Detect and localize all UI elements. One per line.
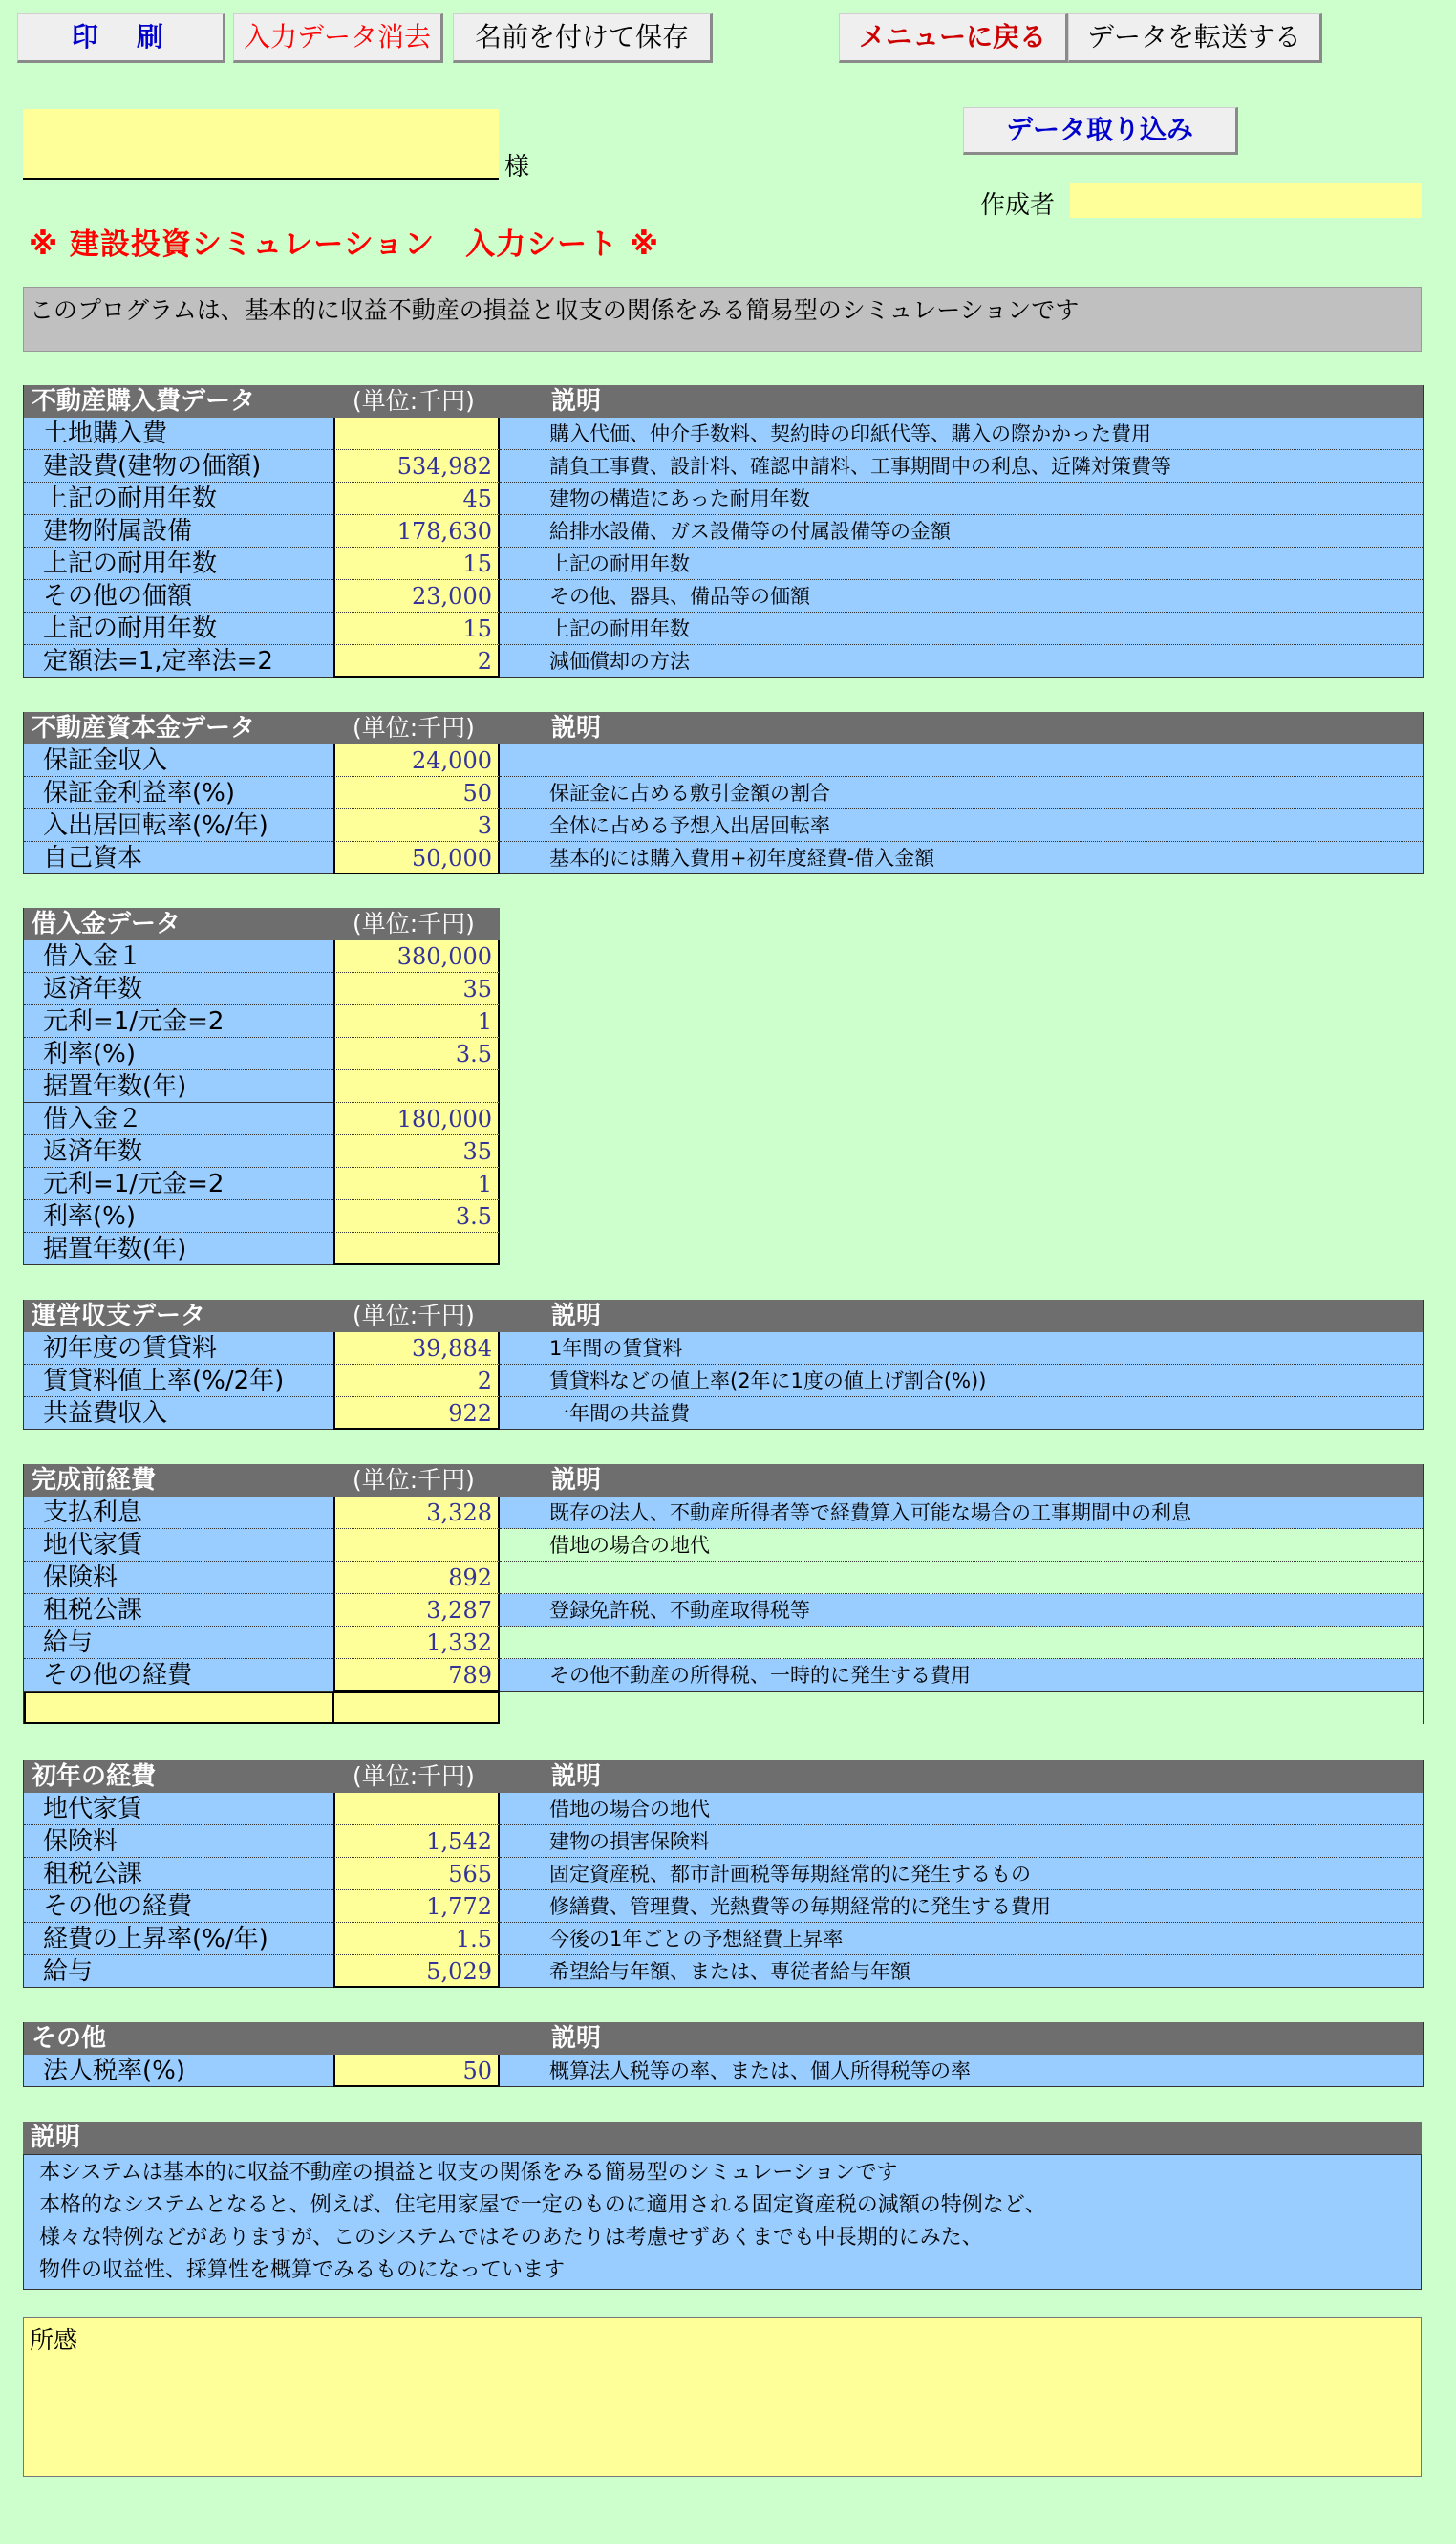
table-row xyxy=(24,1825,1423,1858)
row-description: 上記の耐用年数 xyxy=(500,613,1423,645)
value-input[interactable]: 565 xyxy=(333,1858,500,1890)
row-description: 固定資産税、都市計画税等毎期経常的に発生するもの xyxy=(500,1858,1423,1890)
row-label: 土地購入費 xyxy=(24,418,333,450)
table-row xyxy=(24,1070,502,1103)
row-label: 返済年数 xyxy=(24,1135,333,1168)
row-label: 初年度の賃貸料 xyxy=(24,1332,333,1365)
row-label: 保険料 xyxy=(24,1825,333,1858)
section-header xyxy=(24,1300,1423,1332)
row-label: 借入金１ xyxy=(24,940,333,973)
unit-label: (単位:千円) xyxy=(353,387,475,415)
row-description: 1年間の賃貸料 xyxy=(500,1332,1423,1365)
row-description: その他不動産の所得税、一時的に発生する費用 xyxy=(500,1659,1423,1692)
section-header xyxy=(24,2022,1423,2055)
description-header: 説明 xyxy=(551,1466,602,1495)
table-row xyxy=(24,1562,1423,1594)
table-row xyxy=(24,548,1423,580)
row-description: 請負工事費、設計料、確認申請料、工事期間中の利息、近隣対策費等 xyxy=(500,450,1423,483)
extra-value-input[interactable] xyxy=(333,1692,500,1724)
value-input[interactable]: 3.5 xyxy=(333,1038,500,1070)
row-description: 保証金に占める敷引金額の割合 xyxy=(500,777,1423,809)
section-header xyxy=(24,1760,1423,1793)
section-header xyxy=(24,908,500,940)
description-header: 説明 xyxy=(551,1762,602,1791)
value-input[interactable]: 35 xyxy=(333,1135,500,1168)
unit-label: (単位:千円) xyxy=(353,1466,475,1494)
table-row xyxy=(24,613,1423,645)
section-title: 完成前経費 xyxy=(32,1466,157,1495)
row-description: 上記の耐用年数 xyxy=(500,548,1423,580)
row-description: 給排水設備、ガス設備等の付属設備等の金額 xyxy=(500,515,1423,548)
table-row xyxy=(24,777,1423,809)
row-description: 借地の場合の地代 xyxy=(500,1793,1423,1825)
table-row xyxy=(24,744,1423,777)
row-label: 共益費収入 xyxy=(24,1397,333,1430)
description-header: 説明 xyxy=(551,2024,602,2053)
value-input[interactable]: 3.5 xyxy=(333,1200,500,1233)
table-row xyxy=(24,1793,1423,1825)
row-label: 建物附属設備 xyxy=(24,515,333,548)
other-section xyxy=(23,2022,1424,2087)
table-row xyxy=(24,1005,502,1038)
intro-text: このプログラムは、基本的に収益不動産の損益と収支の関係をみる簡易型のシミュレーションです xyxy=(23,287,1422,352)
value-input[interactable]: 39,884 xyxy=(333,1332,500,1365)
row-description: 減価償却の方法 xyxy=(500,645,1423,678)
value-input[interactable]: 15 xyxy=(333,548,500,580)
table-row xyxy=(24,1200,502,1233)
section-header xyxy=(23,2122,1422,2154)
page-title: ※ 建設投資シミュレーション 入力シート ※ xyxy=(29,227,659,262)
row-description: 全体に占める予想入出居回転率 xyxy=(500,809,1423,842)
extra-label-input[interactable] xyxy=(24,1692,333,1724)
note-line: 様々な特例などがありますが、このシステムではそのあたりは考慮せずあくまでも中長期的にみた、 xyxy=(39,2226,983,2250)
unit-label: (単位:千円) xyxy=(353,1762,475,1790)
table-row xyxy=(24,1529,1423,1562)
table-row xyxy=(24,580,1423,613)
value-input[interactable]: 3,287 xyxy=(333,1594,500,1627)
transfer-data-button[interactable]: データを転送する xyxy=(1068,13,1322,63)
honorific-label: 様 xyxy=(504,153,530,182)
extra-input-row xyxy=(24,1692,1423,1724)
table-row xyxy=(24,973,502,1005)
table-row xyxy=(24,645,1423,678)
row-description: 建物の構造にあった耐用年数 xyxy=(500,483,1423,515)
row-description xyxy=(500,1627,1423,1659)
author-input[interactable] xyxy=(1070,183,1422,218)
table-row xyxy=(24,842,1423,874)
section-header xyxy=(24,712,1423,744)
row-label: その他の価額 xyxy=(24,580,333,613)
table-row xyxy=(24,450,1423,483)
table-row xyxy=(24,940,502,973)
loan-section xyxy=(23,908,502,1265)
description-header: 説明 xyxy=(551,1302,602,1330)
table-row xyxy=(24,1332,1423,1365)
value-input[interactable] xyxy=(333,418,500,450)
value-input[interactable]: 2 xyxy=(333,645,500,678)
row-label: 定額法=1,定率法=2 xyxy=(24,645,333,678)
value-input[interactable]: 380,000 xyxy=(333,940,500,973)
row-label: 地代家賃 xyxy=(24,1793,333,1825)
row-description: 購入代価、仲介手数料、契約時の印紙代等、購入の際かかった費用 xyxy=(500,418,1423,450)
import-data-button[interactable]: データ取り込み xyxy=(963,107,1238,155)
note-line: 物件の収益性、採算性を概算でみるものになっています xyxy=(39,2258,566,2282)
value-input[interactable]: 50 xyxy=(333,2055,500,2087)
value-input[interactable]: 1,542 xyxy=(333,1825,500,1858)
row-description: 希望給与年額、または、専従者給与年額 xyxy=(500,1955,1423,1988)
row-description: 概算法人税等の率、または、個人所得税等の率 xyxy=(500,2055,1423,2087)
row-label: 利率(%) xyxy=(24,1038,333,1070)
description-header: 説明 xyxy=(551,387,602,416)
table-row xyxy=(24,1858,1423,1890)
value-input[interactable]: 2 xyxy=(333,1365,500,1397)
value-input[interactable] xyxy=(333,1793,500,1825)
row-description: 一年間の共益費 xyxy=(500,1397,1423,1430)
row-description: 修繕費、管理費、光熱費等の毎期経常的に発生する費用 xyxy=(500,1890,1423,1923)
table-row xyxy=(24,1103,502,1135)
value-input[interactable]: 5,029 xyxy=(333,1955,500,1988)
value-input[interactable]: 1.5 xyxy=(333,1923,500,1955)
row-label: 租税公課 xyxy=(24,1858,333,1890)
table-row xyxy=(24,1890,1423,1923)
value-input[interactable]: 1,772 xyxy=(333,1890,500,1923)
table-row xyxy=(24,418,1423,450)
row-label: 保険料 xyxy=(24,1562,333,1594)
row-label: 自己資本 xyxy=(24,842,333,874)
value-input[interactable]: 789 xyxy=(333,1659,500,1692)
value-input[interactable]: 15 xyxy=(333,613,500,645)
customer-name-input[interactable] xyxy=(23,109,499,180)
value-input[interactable] xyxy=(333,1070,500,1103)
pre-completion-section xyxy=(23,1464,1424,1724)
value-input[interactable]: 922 xyxy=(333,1397,500,1430)
clear-input-button[interactable]: 入力データ消去 xyxy=(233,13,443,63)
row-label: 返済年数 xyxy=(24,973,333,1005)
value-input[interactable] xyxy=(333,1233,500,1265)
table-row xyxy=(24,1365,1423,1397)
row-description xyxy=(500,744,1423,777)
section-title: 不動産資本金データ xyxy=(32,714,256,743)
section-header xyxy=(24,1464,1423,1497)
section-header xyxy=(24,385,1423,418)
capital-section xyxy=(23,712,1424,874)
row-description xyxy=(500,1562,1423,1594)
table-row xyxy=(24,483,1423,515)
row-label: 上記の耐用年数 xyxy=(24,548,333,580)
table-row xyxy=(24,1627,1423,1659)
author-label: 作成者 xyxy=(980,191,1056,220)
row-label: 上記の耐用年数 xyxy=(24,613,333,645)
row-label: 保証金利益率(%) xyxy=(24,777,333,809)
memo-label: 所感 xyxy=(30,2326,78,2354)
table-row xyxy=(24,2055,1423,2087)
value-input[interactable]: 892 xyxy=(333,1562,500,1594)
value-input[interactable]: 50,000 xyxy=(333,842,500,874)
table-row xyxy=(24,1168,502,1200)
row-label: 据置年数(年) xyxy=(24,1070,333,1103)
row-description: 借地の場合の地代 xyxy=(500,1529,1423,1562)
value-input[interactable]: 178,630 xyxy=(333,515,500,548)
row-label: 借入金２ xyxy=(24,1103,333,1135)
value-input[interactable]: 3 xyxy=(333,809,500,842)
section-title: 説明 xyxy=(31,2124,81,2152)
row-description: 登録免許税、不動産取得税等 xyxy=(500,1594,1423,1627)
value-input[interactable]: 180,000 xyxy=(333,1103,500,1135)
row-label: 建設費(建物の価額) xyxy=(24,450,333,483)
table-row xyxy=(24,1659,1423,1692)
row-label: 地代家賃 xyxy=(24,1529,333,1562)
row-label: 法人税率(%) xyxy=(24,2055,333,2087)
table-row xyxy=(24,1955,1423,1988)
table-row xyxy=(24,515,1423,548)
purchase-section xyxy=(23,385,1424,678)
print-button[interactable]: 印 刷 xyxy=(17,13,225,63)
table-row xyxy=(24,809,1423,842)
notes-section xyxy=(23,2122,1422,2290)
table-row xyxy=(24,1135,502,1168)
value-input[interactable]: 45 xyxy=(333,483,500,515)
description-header: 説明 xyxy=(551,714,602,743)
note-line: 本システムは基本的に収益不動産の損益と収支の関係をみる簡易型のシミュレーションです xyxy=(39,2161,898,2185)
row-label: 給与 xyxy=(24,1627,333,1659)
value-input[interactable]: 23,000 xyxy=(333,580,500,613)
value-input[interactable] xyxy=(333,1529,500,1562)
value-input[interactable]: 35 xyxy=(333,973,500,1005)
value-input[interactable]: 1 xyxy=(333,1005,500,1038)
save-as-button[interactable]: 名前を付けて保存 xyxy=(453,13,713,63)
row-description: 既存の法人、不動産所得者等で経費算入可能な場合の工事期間中の利息 xyxy=(500,1497,1423,1529)
section-title: 初年の経費 xyxy=(32,1762,157,1791)
row-label: その他の経費 xyxy=(24,1659,333,1692)
row-description: 基本的には購入費用+初年度経費-借入金額 xyxy=(500,842,1423,874)
value-input[interactable]: 534,982 xyxy=(333,450,500,483)
unit-label: (単位:千円) xyxy=(353,910,475,938)
row-description: 今後の1年ごとの予想経費上昇率 xyxy=(500,1923,1423,1955)
value-input[interactable]: 24,000 xyxy=(333,744,500,777)
table-row xyxy=(24,1923,1423,1955)
row-label: 元利=1/元金=2 xyxy=(24,1168,333,1200)
row-description: その他、器具、備品等の価額 xyxy=(500,580,1423,613)
row-label: 支払利息 xyxy=(24,1497,333,1529)
row-label: 元利=1/元金=2 xyxy=(24,1005,333,1038)
value-input[interactable]: 1 xyxy=(333,1168,500,1200)
first-year-section xyxy=(23,1760,1424,1988)
table-row xyxy=(24,1038,502,1070)
row-label: 給与 xyxy=(24,1955,333,1988)
unit-label: (単位:千円) xyxy=(353,714,475,742)
table-row xyxy=(24,1594,1423,1627)
value-input[interactable]: 3,328 xyxy=(333,1497,500,1529)
row-label: 入出居回転率(%/年) xyxy=(24,809,333,842)
row-label: 上記の耐用年数 xyxy=(24,483,333,515)
back-to-menu-button[interactable]: メニューに戻る xyxy=(839,13,1068,63)
section-title: 運営収支データ xyxy=(32,1302,206,1330)
row-description: 賃貸料などの値上率(2年に1度の値上げ割合(%)) xyxy=(500,1365,1423,1397)
row-label: 賃貸料値上率(%/2年) xyxy=(24,1365,333,1397)
row-label: 利率(%) xyxy=(24,1200,333,1233)
row-label: 租税公課 xyxy=(24,1594,333,1627)
value-input[interactable]: 1,332 xyxy=(333,1627,500,1659)
row-label: 保証金収入 xyxy=(24,744,333,777)
operation-section xyxy=(23,1300,1424,1430)
row-description: 建物の損害保険料 xyxy=(500,1825,1423,1858)
section-title: 借入金データ xyxy=(32,910,182,938)
table-row xyxy=(24,1233,502,1265)
section-title: その他 xyxy=(32,2024,107,2053)
note-line: 本格的なシステムとなると、例えば、住宅用家屋で一定のものに適用される固定資産税の減額の特例など、 xyxy=(39,2193,1046,2217)
memo-textarea[interactable] xyxy=(23,2317,1422,2477)
notes-body xyxy=(23,2154,1422,2290)
row-label: その他の経費 xyxy=(24,1890,333,1923)
table-row xyxy=(24,1497,1423,1529)
table-row xyxy=(24,1397,1423,1430)
row-label: 据置年数(年) xyxy=(24,1233,333,1265)
unit-label: (単位:千円) xyxy=(353,1302,475,1329)
row-label: 経費の上昇率(%/年) xyxy=(24,1923,333,1955)
value-input[interactable]: 50 xyxy=(333,777,500,809)
section-title: 不動産購入費データ xyxy=(32,387,256,416)
